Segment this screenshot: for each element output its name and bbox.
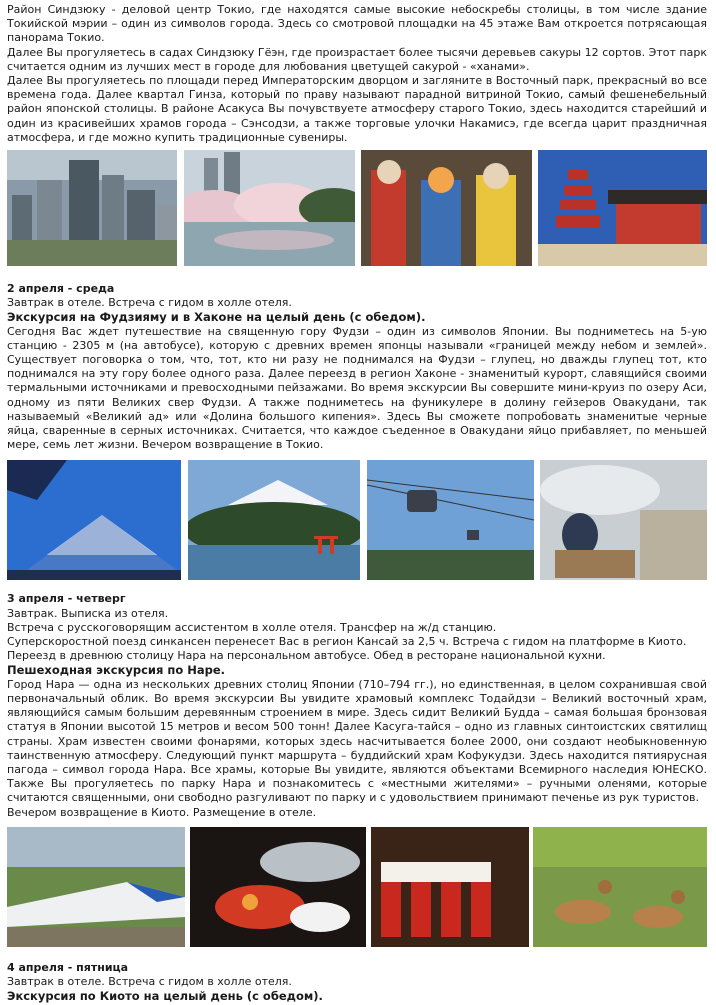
intro-paragraph-gyoen: Далее Вы прогуляетесь в садах Синдзюку Гёэн, где произрастает более тысячи деревьев сакуры 12 сортов. Этот парк считается одним из лучших мест в городе для любования цветущей сакурой - «ханами». [7, 45, 707, 73]
day-4-breakfast: Завтрак в отеле. Встреча с гидом в холле отеля. [7, 974, 292, 988]
photo-shinjuku-skyscrapers [7, 150, 177, 266]
photo-nara-deer [533, 827, 707, 947]
photo-japanese-cuisine [190, 827, 366, 947]
intro-paragraph-shinjuku: Район Синдзюку - деловой центр Токио, где находятся самые высокие небоскребы столицы, в том числе здание Токийской мэрии – один из символов города. Здесь со смотровой площадки на 45 этаже Вам откроется потрясающая панорама Токио. [7, 3, 707, 45]
day-3-description: Город Нара — одна из нескольких древних столиц Японии (710–794 гг.), но единственная, в целом сохранившая свой первоначальный облик. Во время экскурсии Вы увидите храмовый комплекс Тодайдзи – Великий восточный храм, являющийся самым большим деревянным строением в мире. Здесь сидит Великий Будда – самая большая бронзовая статуя в Японии высотой 15 метров и весом 500 тонн! Далее Касуга-тайся – одно из главных синтоистских святилищ страны. Храм известен своими фонарями, которых здесь насчитывается более 2000, они создают необыкновенную таинственную атмосферу. Следующий пункт маршрута – буддийский храм Кофукудзи. Здесь находится пятиярусная пагода – символ города Нара. Все храмы, которые Вы увидите, являются объектами Всемирного наследия ЮНЕСКО. Также Вы прогуляетесь по парку Нара и познакомитесь с «местными жителями» – ручными оленями, которые считаются священными, они свободно разгуливают по парку и с удовольствием принимают печенье из рук туристов. [7, 677, 707, 805]
day-3-tour-title: Пешеходная экскурсия по Наре. [7, 663, 226, 678]
day-2-description: Сегодня Вас ждет путешествие на священную гору Фудзи – один из символов Японии. Вы подниметесь на 5-ую станцию - 2305 м (на автобусе), которую с древних времен японцы называли «границей между небом и землей». Существует поговорка о том, что, тот, кто ни разу не поднимался на Фудзи – глупец, но дважды глупец тот, кто поднимался на эту гору более одного раза. Далее переезд в регион Хаконе - знаменитый курорт, славящийся своими термальными источниками и превосходными пейзажами. Во время экскурсии Вы совершите мини-круиз по озеру Аси, одному из пяти Великих свер Фудзи. А также подниметесь на фуникулере в долину гейзеров Овакудани, так называемый «Великий ад» или «Долина большого кипения». Здесь Вы сможете попробовать знаменитые черные яйца, сваренные в серных источниках. Считается, что каждое съеденное в Овакудани яйцо прибавляет, по меньшей мере, семь лет жизни. Вечером возвращение в Токио. [7, 324, 707, 452]
intro-paragraph-tokyo-walk: Далее Вы прогуляетесь по площади перед Императорским дворцом и загляните в Восточный парк, прекрасный во все времена года. Далее квартал Гинза, который по праву называют парадной витриной Токио, самый фешенебельный район японской столицы. В районе Асакуса Вы почувствуете атмосферу старого Токио, здесь находится старейший и один из красивейших храмов города – Сэнсодзи, а также торговые улочки Накамисэ, где всегда царит праздничная атмосфера, и где можно купить традиционные сувениры. [7, 74, 707, 144]
photo-row-tokyo [7, 150, 707, 268]
photo-ropeway-cable-car [367, 460, 534, 580]
photo-row-fuji [7, 460, 707, 582]
day-2-tour-title: Экскурсия на Фудзияму и в Хаконе на целый день (с обедом). [7, 310, 426, 325]
itinerary-document [7, 3, 707, 1003]
photo-sakura-garden [184, 150, 355, 266]
photo-festival-costumes [361, 150, 532, 266]
day-2-title: 2 апреля - среда [7, 282, 115, 296]
photo-shinkansen-train [7, 827, 185, 947]
photo-asakusa-pagoda [538, 150, 707, 266]
day-3-nara-transfer: Переезд в древнюю столицу Нара на персональном автобусе. Обед в ресторане национальной кухни. [7, 649, 606, 663]
day-2-breakfast: Завтрак в отеле. Встреча с гидом в холле отеля. [7, 296, 292, 310]
day-3-shinkansen: Суперскоростной поезд синкансен перенесет Вас в регион Кансай за 2,5 ч. Встреча с гидом на платформе в Киото. [7, 635, 687, 649]
day-4-title: 4 апреля - пятница [7, 960, 129, 974]
photo-lake-ashi-torii [188, 460, 360, 580]
photo-mount-fuji-sakura [7, 460, 181, 580]
photo-owakudani-black-egg [540, 460, 707, 580]
day-3-evening: Вечером возвращение в Киото. Размещение в отеле. [7, 805, 317, 819]
day-3-transfer: Встреча с русскоговорящим ассистентом в холле отеля. Трансфер на ж/д станцию. [7, 620, 497, 634]
day-3-title: 3 апреля - четверг [7, 592, 126, 606]
photo-shrine-maidens [371, 827, 529, 947]
day-4-tour-title: Экскурсия по Киото на целый день (с обедом). [7, 989, 323, 1004]
day-3-checkout: Завтрак. Выписка из отеля. [7, 606, 169, 620]
photo-row-nara [7, 827, 707, 949]
